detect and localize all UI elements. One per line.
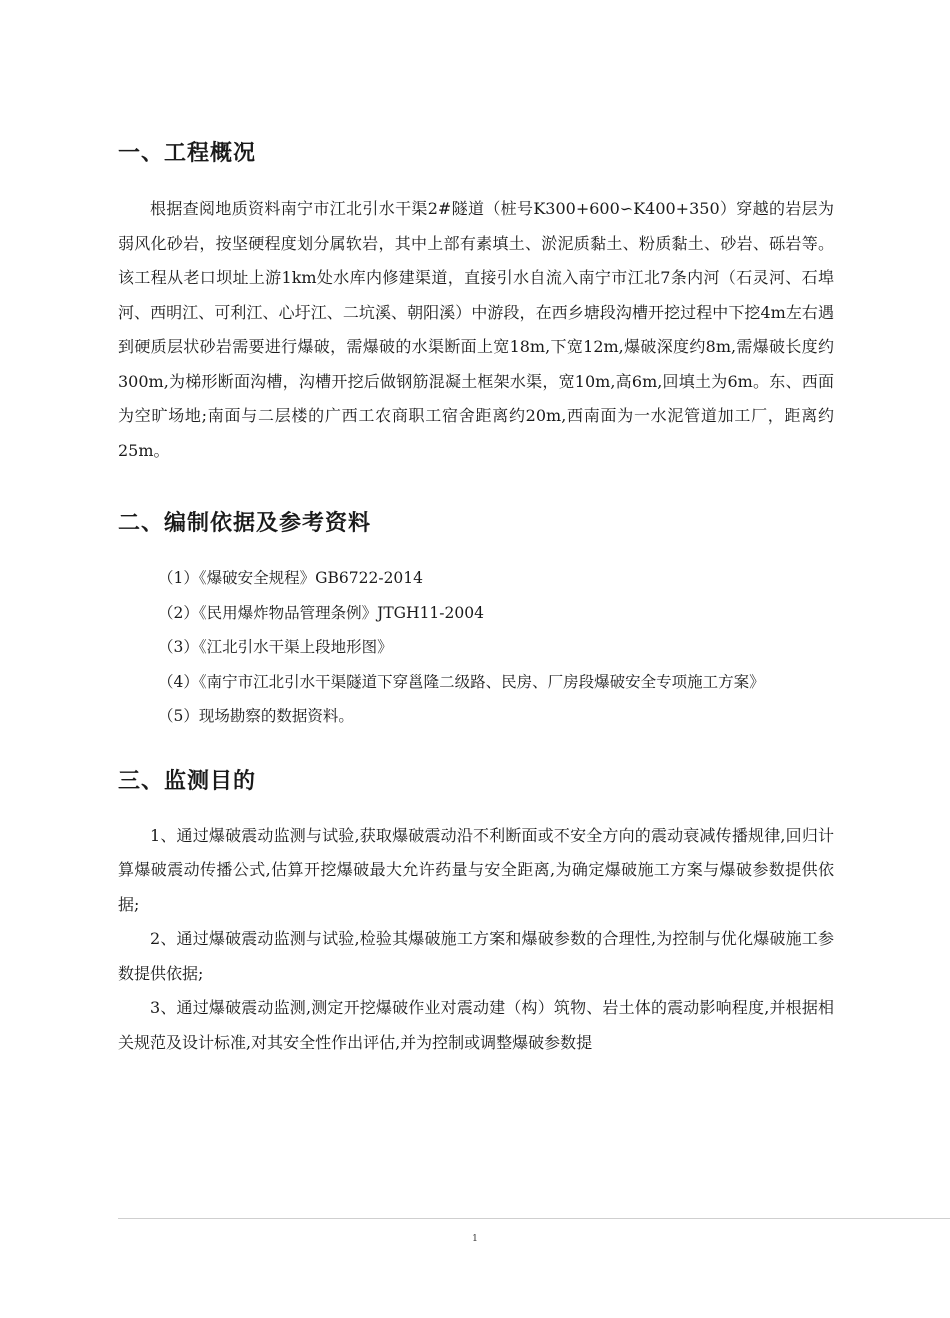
reference-item: （3）《江北引水干渠上段地形图》 (158, 638, 393, 656)
section-heading-references: 二、编制依据及参考资料 (118, 511, 372, 536)
reference-item: （1）《爆破安全规程》GB6722-2014 (158, 569, 424, 587)
references-list (118, 561, 834, 734)
page-number: 1 (472, 1234, 478, 1244)
reference-item: （4）《南宁市江北引水干渠隧道下穿邕隆二级路、民房、厂房段爆破安全专项施工方案》 (158, 672, 765, 691)
document-body (118, 136, 834, 1060)
reference-item: （5）现场勘察的数据资料。 (158, 707, 354, 725)
purpose-item: 1、通过爆破震动监测与试验,获取爆破震动沿不利断面或不安全方向的震动衰减传播规律,回归计算爆破震动传播公式,估算开挖爆破最大允许药量与安全距离,为确定爆破施工方案与爆破参数提供依据; (118, 825, 834, 914)
section-heading-purpose: 三、监测目的 (118, 768, 257, 794)
purpose-item: 3、通过爆破震动监测,测定开挖爆破作业对震动建（构）筑物、岩土体的震动影响程度,并根据相关规范及设计标准,对其安全性作出评估,并为控制或调整爆破参数提 (118, 998, 834, 1052)
reference-item: （2）《民用爆炸物品管理条例》JTGH11-2004 (158, 603, 484, 622)
purpose-item: 2、通过爆破震动监测与试验,检验其爆破施工方案和爆破参数的合理性,为控制与优化爆破施工参数提供依据; (118, 929, 834, 983)
footer-divider (118, 1218, 950, 1219)
purpose-list (118, 819, 834, 1061)
section-heading-overview: 一、工程概况 (118, 141, 257, 166)
overview-paragraph: 根据查阅地质资料南宁市江北引水干渠2#隧道（桩号K300+600∽K400+350）穿越的岩层为弱风化砂岩，按坚硬程度划分属软岩，其中上部有素填土、淤泥质黏土、粉质黏土、砂岩、砾岩等。该工程从老口坝址上游1km处水库内修建渠道，直接引水自流入南宁市江北7条内河（石灵河、石埠河、西明江、可利江、心圩江、二坑溪、朝阳溪）中游段，在西乡塘段沟槽开挖过程中下挖4m左右遇到硬质层状砂岩需要进行爆破，需爆破的水渠断面上宽18m,下宽12m,爆破深度约8m,需爆破长度约300m,为梯形断面沟槽，沟槽开挖后做钢筋混凝土框架水渠，宽10m,高6m,回填土为6m。东、西面为空旷场地;南面与二层楼的广西工农商职工宿舍距离约20m,西南面为一水泥管道加工厂，距离约25m。 (118, 199, 834, 460)
